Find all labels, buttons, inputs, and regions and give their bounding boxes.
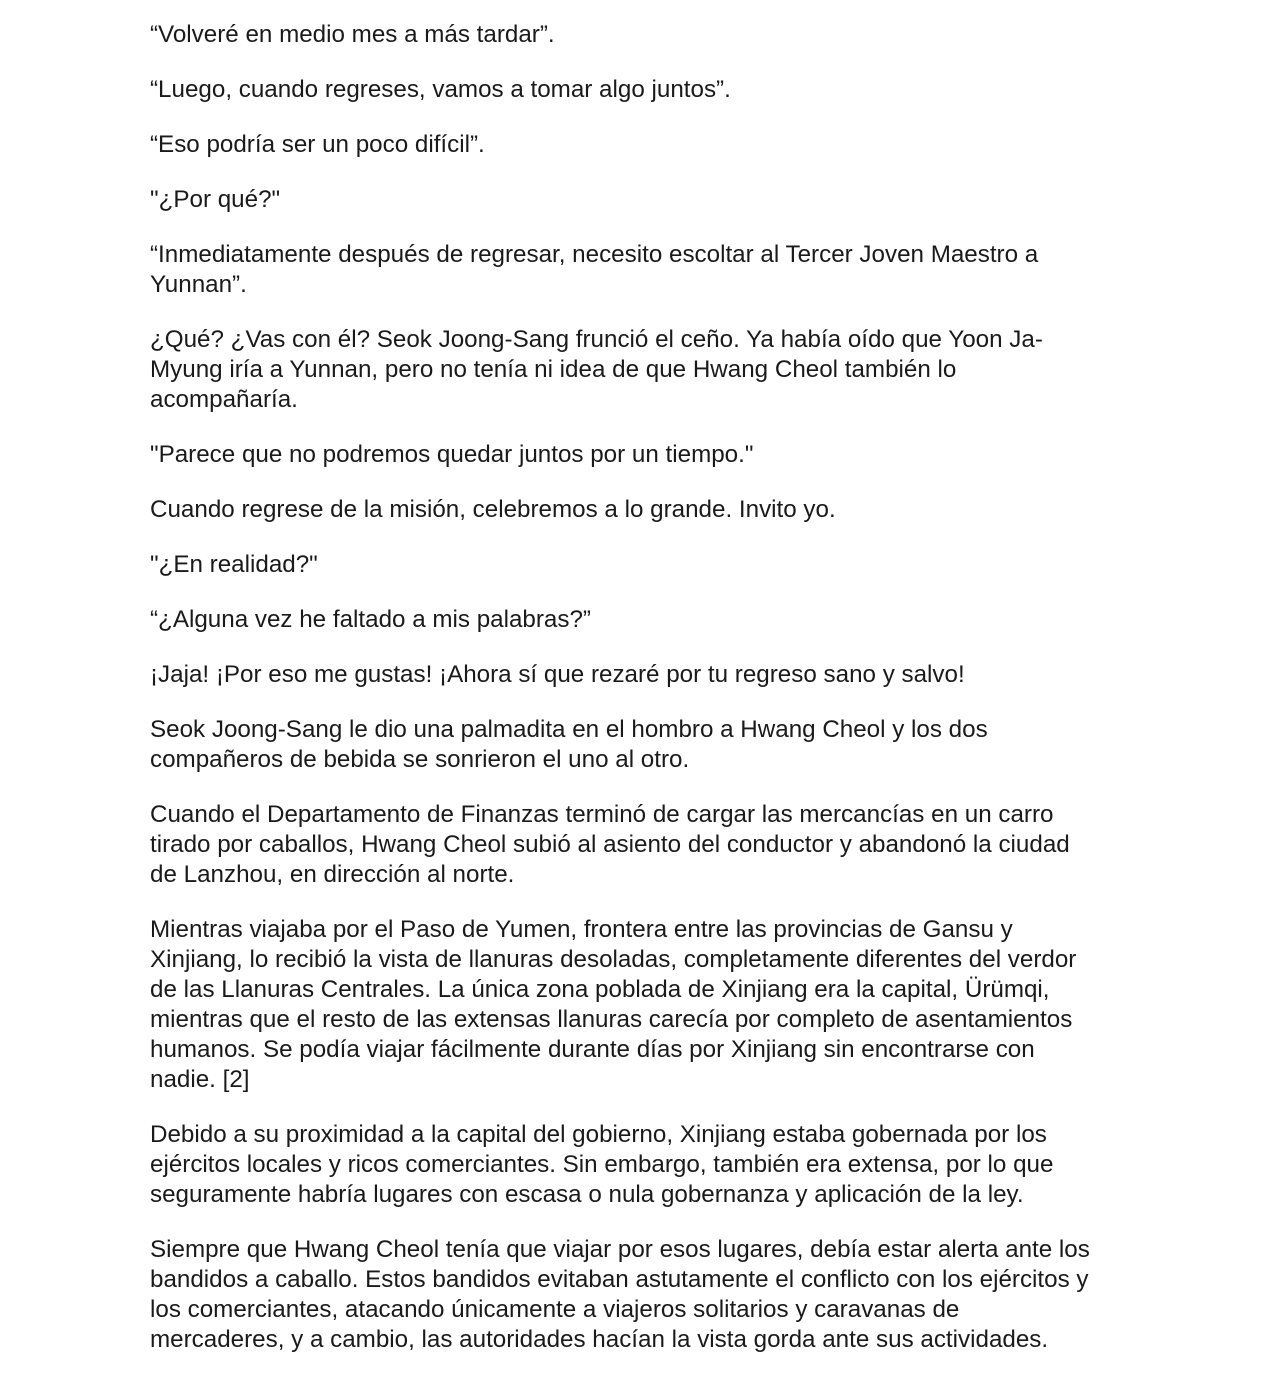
paragraph-14: Mientras viajaba por el Paso de Yumen, frontera entre las provincias de Gansu y Xinjiang, lo recibió la vista de llanuras desoladas, completamente diferentes del verdor de las Llanuras Centrales. La única zona poblada de Xinjiang era la capital, Ürümqi, mientras que el resto de las extensas llanuras carecía por completo de asentamientos humanos. Se podía viajar fácilmente durante días por Xinjiang sin encontrarse con nadie. [2] [150,916,1077,1093]
paragraph-11: ¡Jaja! ¡Por eso me gustas! ¡Ahora sí que rezaré por tu regreso sano y salvo! [150,661,965,688]
paragraph-3: “Eso podría ser un poco difícil”. [150,131,485,158]
paragraph-4: "¿Por qué?" [150,186,281,213]
paragraph-9: "¿En realidad?" [150,551,318,578]
document-page [150,20,1140,1380]
paragraph-15: Debido a su proximidad a la capital del gobierno, Xinjiang estaba gobernada por los ejércitos locales y ricos comerciantes. Sin embargo, también era extensa, por lo que seguramente habría lugares con escasa o nula gobernanza y aplicación de la ley. [150,1121,1054,1208]
paragraph-8: Cuando regrese de la misión, celebremos a lo grande. Invito yo. [150,496,836,523]
paragraph-10: “¿Alguna vez he faltado a mis palabras?” [150,606,591,633]
paragraph-1: “Volveré en medio mes a más tardar”. [150,21,555,48]
paragraph-16: Siempre que Hwang Cheol tenía que viajar por esos lugares, debía estar alerta ante los bandidos a caballo. Estos bandidos evitaban astutamente el conflicto con los ejércitos y los comerciantes, atacando únicamente a viajeros solitarios y caravanas de mercaderes, y a cambio, las autoridades hacían la vista gorda ante sus actividades. [150,1236,1090,1353]
paragraph-12: Seok Joong-Sang le dio una palmadita en el hombro a Hwang Cheol y los dos compañeros de bebida se sonrieron el uno al otro. [150,716,988,773]
paragraph-7: "Parece que no podremos quedar juntos por un tiempo." [150,441,754,468]
paragraph-5: “Inmediatamente después de regresar, necesito escoltar al Tercer Joven Maestro a Yunnan”. [150,241,1039,298]
paragraph-2: “Luego, cuando regreses, vamos a tomar algo juntos”. [150,76,731,103]
paragraph-13: Cuando el Departamento de Finanzas terminó de cargar las mercancías en un carro tirado por caballos, Hwang Cheol subió al asiento del conductor y abandonó la ciudad de Lanzhou, en dirección al norte. [150,801,1070,888]
paragraph-6: ¿Qué? ¿Vas con él? Seok Joong-Sang frunció el ceño. Ya había oído que Yoon Ja- Myung iría a Yunnan, pero no tenía ni idea de que Hwang Cheol también lo acompañaría. [150,326,1043,413]
